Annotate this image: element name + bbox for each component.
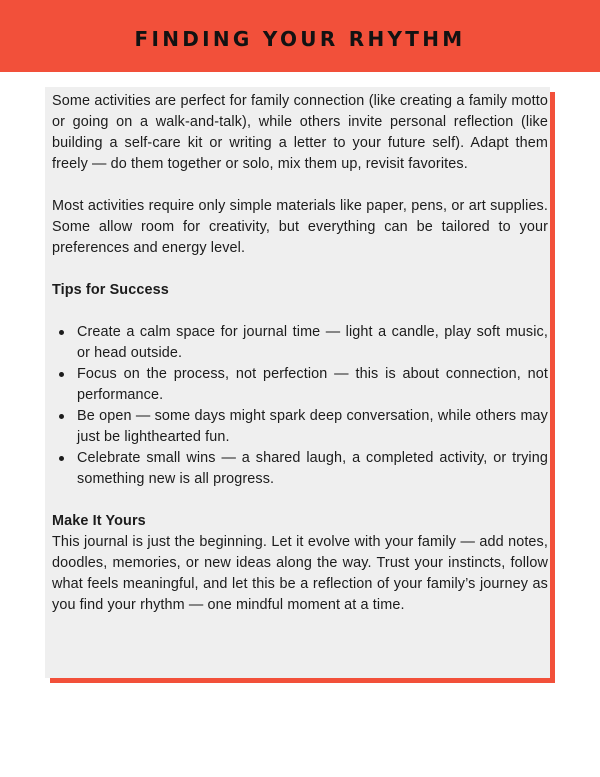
content-card: [45, 87, 550, 678]
tip-text: Celebrate small wins — a shared laugh, a completed activity, or trying something new is all progress.: [77, 450, 548, 487]
bullet-icon: [59, 372, 64, 377]
make-it-yours-heading: Make It Yours: [52, 513, 146, 529]
bullet-icon: [59, 330, 64, 335]
tip-text: Create a calm space for journal time — light a candle, play soft music, or head outside.: [77, 324, 548, 361]
page-title: FINDING YOUR RHYTHM: [134, 27, 466, 51]
tip-item: [52, 406, 548, 448]
bullet-icon: [59, 456, 64, 461]
tips-list: [52, 322, 548, 490]
tips-heading: Tips for Success: [52, 282, 169, 298]
header-band: [0, 0, 600, 72]
tip-item: [52, 448, 548, 490]
tip-text: Focus on the process, not perfection — this is about connection, not performance.: [77, 366, 548, 403]
tip-text: Be open — some days might spark deep conversation, while others may just be lighthearted fun.: [77, 408, 548, 445]
materials-paragraph: Most activities require only simple materials like paper, pens, or art supplies. Some allow room for creativity, but everything can be tailored to your preferences and energy level.: [52, 198, 548, 256]
tip-item: [52, 322, 548, 364]
make-it-yours-paragraph: This journal is just the beginning. Let it evolve with your family — add notes, doodles, memories, or new ideas along the way. Trust your instincts, follow what feels meaningful, and let this be a reflection of your family’s journey as you find your rhythm — one mindful moment at a time.: [52, 534, 548, 613]
card-body: [52, 91, 548, 616]
intro-paragraph: Some activities are perfect for family connection (like creating a family motto or going on a walk-and-talk), while others invite personal reflection (like building a self-care kit or writing a letter to your future self). Adapt them freely — do them together or solo, mix them up, revisit favorites.: [52, 93, 548, 172]
tip-item: [52, 364, 548, 406]
bullet-icon: [59, 414, 64, 419]
